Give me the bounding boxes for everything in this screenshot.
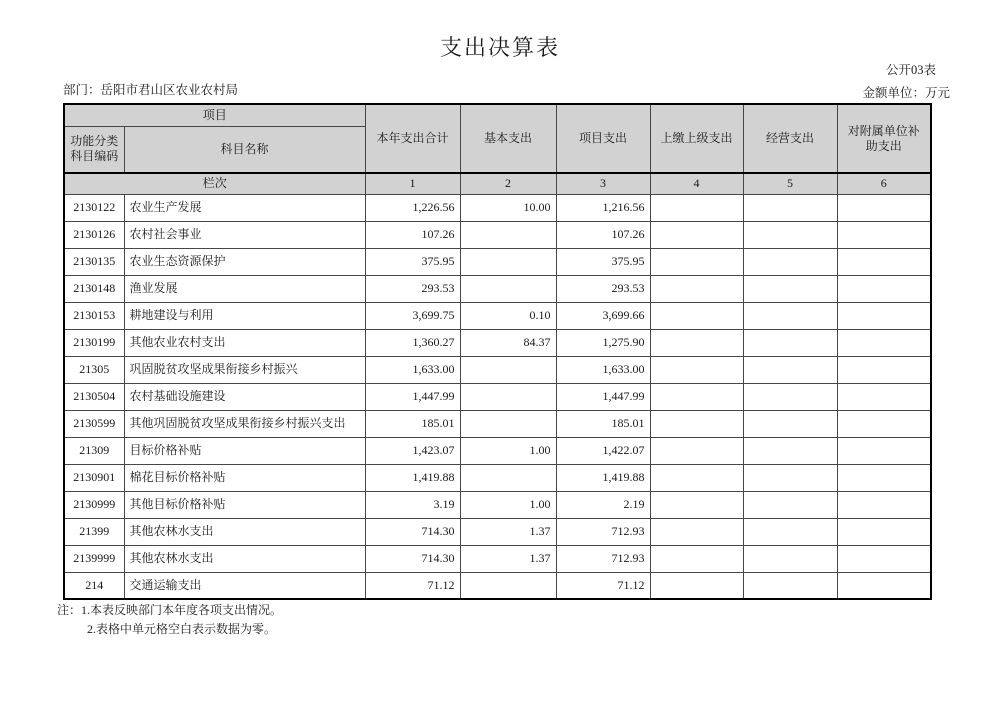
- expenditure-table: [63, 103, 932, 600]
- cell-operating: [743, 248, 837, 275]
- cell-name: 农业生态资源保护: [124, 248, 365, 275]
- cell-operating: [743, 383, 837, 410]
- cell-operating: [743, 464, 837, 491]
- cell-operating: [743, 329, 837, 356]
- cell-name: 棉花目标价格补贴: [124, 464, 365, 491]
- cell-basic: 84.37: [460, 329, 556, 356]
- cell-basic: 1.00: [460, 437, 556, 464]
- table-row: [64, 329, 931, 356]
- table-code-label: 公开03表: [885, 63, 936, 77]
- cell-subsidy: [837, 329, 931, 356]
- cell-upper: [650, 491, 743, 518]
- cell-total: 1,633.00: [365, 356, 460, 383]
- table-row: [64, 491, 931, 518]
- cell-total: 1,447.99: [365, 383, 460, 410]
- cell-upper: [650, 572, 743, 599]
- cell-code: 2130153: [64, 302, 124, 329]
- cell-name: 其他农林水支出: [124, 545, 365, 572]
- cell-code: 2130504: [64, 383, 124, 410]
- cell-total: 1,423.07: [365, 437, 460, 464]
- cell-basic: [460, 410, 556, 437]
- cell-subsidy: [837, 410, 931, 437]
- cell-upper: [650, 410, 743, 437]
- cell-code: 2130599: [64, 410, 124, 437]
- cell-total: 185.01: [365, 410, 460, 437]
- cell-name: 农业生产发展: [124, 194, 365, 221]
- cell-upper: [650, 383, 743, 410]
- cell-upper: [650, 518, 743, 545]
- cell-subsidy: [837, 464, 931, 491]
- header-code: 功能分类科目编码: [64, 126, 124, 173]
- cell-operating: [743, 356, 837, 383]
- cell-total: 714.30: [365, 518, 460, 545]
- table-row: [64, 545, 931, 572]
- cell-subsidy: [837, 383, 931, 410]
- cell-upper: [650, 329, 743, 356]
- cell-project: 712.93: [556, 545, 650, 572]
- header-col-operating: 经营支出: [743, 104, 837, 173]
- header-col-total: 本年支出合计: [365, 104, 460, 173]
- cell-name: 农村基础设施建设: [124, 383, 365, 410]
- header-colnum-6: 6: [837, 173, 931, 194]
- cell-basic: [460, 275, 556, 302]
- note-line-1: 注：1.本表反映部门本年度各项支出情况。: [57, 603, 283, 617]
- cell-operating: [743, 221, 837, 248]
- header-col-subsidy: 对附属单位补助支出: [837, 104, 931, 173]
- cell-upper: [650, 194, 743, 221]
- cell-operating: [743, 437, 837, 464]
- table-row: [64, 572, 931, 599]
- cell-total: 375.95: [365, 248, 460, 275]
- cell-project: 712.93: [556, 518, 650, 545]
- header-lanci: 栏次: [64, 173, 365, 194]
- table-row: [64, 194, 931, 221]
- cell-total: 1,419.88: [365, 464, 460, 491]
- cell-operating: [743, 302, 837, 329]
- cell-project: 1,216.56: [556, 194, 650, 221]
- cell-total: 107.26: [365, 221, 460, 248]
- cell-code: 21399: [64, 518, 124, 545]
- table-row: [64, 518, 931, 545]
- cell-total: 1,360.27: [365, 329, 460, 356]
- cell-name: 农村社会事业: [124, 221, 365, 248]
- table-row: [64, 302, 931, 329]
- cell-subsidy: [837, 437, 931, 464]
- cell-upper: [650, 221, 743, 248]
- cell-subsidy: [837, 194, 931, 221]
- table-row: [64, 410, 931, 437]
- cell-code: 2130122: [64, 194, 124, 221]
- cell-subsidy: [837, 572, 931, 599]
- cell-project: 1,633.00: [556, 356, 650, 383]
- cell-subsidy: [837, 356, 931, 383]
- cell-name: 渔业发展: [124, 275, 365, 302]
- header-colnum-3: 3: [556, 173, 650, 194]
- cell-operating: [743, 491, 837, 518]
- cell-subsidy: [837, 491, 931, 518]
- cell-code: 2130901: [64, 464, 124, 491]
- note-line-2: 2.表格中单元格空白表示数据为零。: [87, 621, 277, 636]
- cell-basic: 1.00: [460, 491, 556, 518]
- cell-name: 巩固脱贫攻坚成果衔接乡村振兴: [124, 356, 365, 383]
- cell-name: 耕地建设与利用: [124, 302, 365, 329]
- cell-upper: [650, 545, 743, 572]
- cell-upper: [650, 302, 743, 329]
- cell-total: 714.30: [365, 545, 460, 572]
- cell-code: 2130999: [64, 491, 124, 518]
- cell-basic: 1.37: [460, 518, 556, 545]
- cell-upper: [650, 248, 743, 275]
- table-row: [64, 275, 931, 302]
- cell-total: 3,699.75: [365, 302, 460, 329]
- header-col-upper: 上缴上级支出: [650, 104, 743, 173]
- cell-name: 交通运输支出: [124, 572, 365, 599]
- cell-project: 2.19: [556, 491, 650, 518]
- cell-name: 目标价格补贴: [124, 437, 365, 464]
- cell-basic: 10.00: [460, 194, 556, 221]
- cell-project: 71.12: [556, 572, 650, 599]
- cell-upper: [650, 437, 743, 464]
- cell-code: 21309: [64, 437, 124, 464]
- cell-project: 3,699.66: [556, 302, 650, 329]
- cell-project: 185.01: [556, 410, 650, 437]
- cell-code: 2130135: [64, 248, 124, 275]
- cell-project: 107.26: [556, 221, 650, 248]
- cell-total: 293.53: [365, 275, 460, 302]
- cell-basic: [460, 356, 556, 383]
- cell-basic: [460, 383, 556, 410]
- cell-basic: 0.10: [460, 302, 556, 329]
- cell-name: 其他农业农村支出: [124, 329, 365, 356]
- cell-basic: [460, 572, 556, 599]
- cell-code: 21305: [64, 356, 124, 383]
- header-col-basic: 基本支出: [460, 104, 556, 173]
- cell-subsidy: [837, 302, 931, 329]
- table-row: [64, 464, 931, 491]
- header-colnum-2: 2: [460, 173, 556, 194]
- header-subject-name: 科目名称: [124, 126, 365, 173]
- cell-project: 375.95: [556, 248, 650, 275]
- cell-project: 1,422.07: [556, 437, 650, 464]
- header-colnum-4: 4: [650, 173, 743, 194]
- cell-basic: [460, 248, 556, 275]
- table-row: [64, 221, 931, 248]
- cell-code: 2130199: [64, 329, 124, 356]
- cell-operating: [743, 545, 837, 572]
- cell-upper: [650, 464, 743, 491]
- cell-name: 其他巩固脱贫攻坚成果衔接乡村振兴支出: [124, 410, 365, 437]
- cell-basic: [460, 464, 556, 491]
- page-title: 支出决算表: [439, 35, 560, 60]
- header-colnum-5: 5: [743, 173, 837, 194]
- cell-project: 1,447.99: [556, 383, 650, 410]
- cell-total: 1,226.56: [365, 194, 460, 221]
- cell-code: 2130126: [64, 221, 124, 248]
- table-body: [64, 194, 931, 599]
- header-row-project: [64, 104, 931, 126]
- table-row: [64, 248, 931, 275]
- cell-operating: [743, 572, 837, 599]
- cell-basic: 1.37: [460, 545, 556, 572]
- cell-project: 293.53: [556, 275, 650, 302]
- header-colnum-1: 1: [365, 173, 460, 194]
- cell-code: 2130148: [64, 275, 124, 302]
- cell-upper: [650, 356, 743, 383]
- cell-subsidy: [837, 221, 931, 248]
- cell-name: 其他目标价格补贴: [124, 491, 365, 518]
- header-row-lanci: [64, 173, 931, 194]
- table-row: [64, 383, 931, 410]
- cell-subsidy: [837, 248, 931, 275]
- table-header: [64, 104, 931, 194]
- cell-subsidy: [837, 518, 931, 545]
- table-row: [64, 356, 931, 383]
- amount-unit-label: 金额单位：万元: [862, 86, 950, 100]
- table-row: [64, 437, 931, 464]
- cell-name: 其他农林水支出: [124, 518, 365, 545]
- cell-total: 3.19: [365, 491, 460, 518]
- cell-operating: [743, 518, 837, 545]
- department-label: 部门：岳阳市君山区农业农村局: [63, 83, 239, 97]
- cell-operating: [743, 410, 837, 437]
- header-project-group: 项目: [64, 104, 365, 126]
- cell-project: 1,419.88: [556, 464, 650, 491]
- cell-subsidy: [837, 545, 931, 572]
- cell-operating: [743, 194, 837, 221]
- cell-total: 71.12: [365, 572, 460, 599]
- notes: [57, 601, 282, 638]
- cell-code: 2139999: [64, 545, 124, 572]
- cell-upper: [650, 275, 743, 302]
- cell-code: 214: [64, 572, 124, 599]
- cell-subsidy: [837, 275, 931, 302]
- cell-operating: [743, 275, 837, 302]
- cell-basic: [460, 221, 556, 248]
- header-col-project-exp: 项目支出: [556, 104, 650, 173]
- cell-project: 1,275.90: [556, 329, 650, 356]
